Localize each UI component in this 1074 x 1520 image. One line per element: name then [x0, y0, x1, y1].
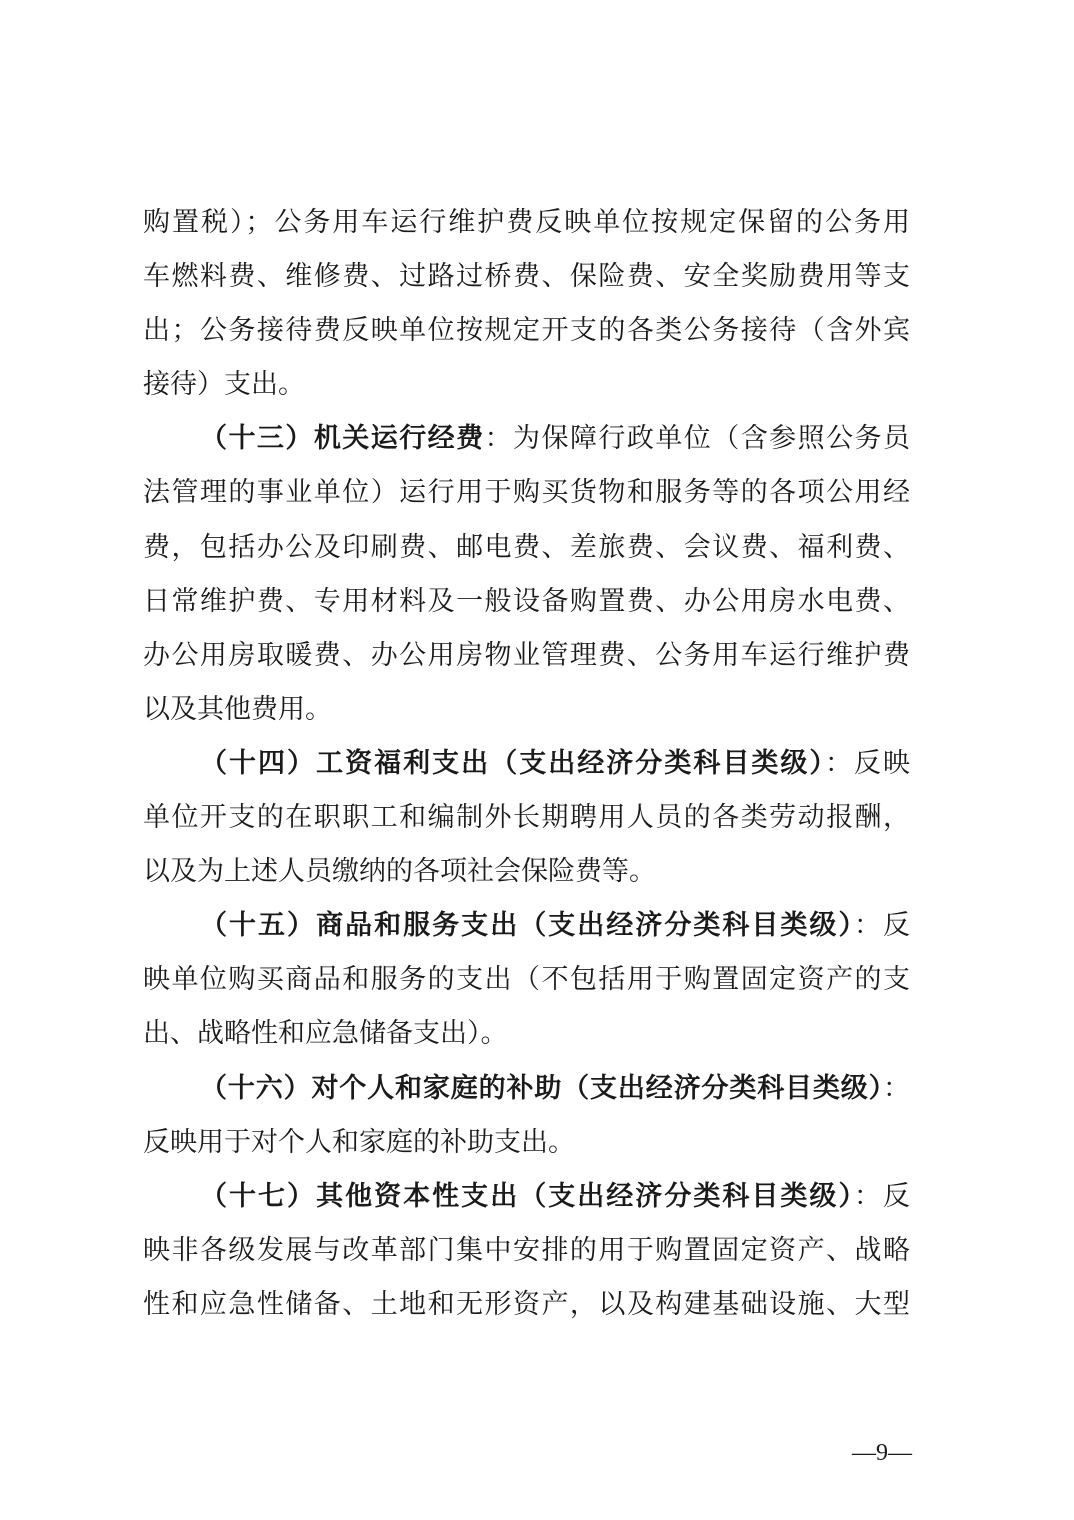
text-line: [143, 1014, 910, 1068]
line-text: ：反映: [824, 747, 911, 779]
paragraph: [143, 1069, 910, 1177]
line-text: ：反: [853, 1180, 911, 1212]
section-heading: （十六）对个人和家庭的补助（支出经济分类科目类级）: [200, 1072, 883, 1104]
text-line: [143, 582, 910, 636]
text-line: [143, 1069, 910, 1123]
text-line: [143, 419, 910, 473]
text-line: [143, 1231, 910, 1285]
text-line: [143, 203, 910, 257]
paragraph: [143, 906, 910, 1068]
text-line: [143, 528, 910, 582]
line-text: 以及为上述人员缴纳的各项社会保险费等。: [143, 856, 656, 888]
text-line: [143, 473, 910, 527]
line-text: 购置税）；公务用车运行维护费反映单位按规定保留的公务用: [143, 207, 910, 238]
line-text: 接待）支出。: [143, 369, 305, 401]
line-text: 车燃料费、维修费、过路过桥费、保险费、安全奖励费用等支: [143, 261, 910, 293]
line-text: 以及其他费用。: [143, 693, 332, 725]
section-heading: （十七）其他资本性支出（支出经济分类科目类级）: [200, 1180, 854, 1212]
line-text: ：为保障行政单位（含参照公务员: [484, 423, 911, 455]
text-line: [143, 798, 910, 852]
line-text: 法管理的事业单位）运行用于购买货物和服务等的各项公用经: [143, 477, 910, 509]
text-line: [143, 1285, 910, 1339]
text-line: [143, 636, 910, 690]
line-text: 映非各级发展与改革部门集中安排的用于购置固定资产、战略: [143, 1234, 910, 1266]
text-line: [143, 365, 910, 419]
line-text: 反映用于对个人和家庭的补助支出。: [143, 1126, 575, 1158]
paragraph: [143, 419, 910, 744]
line-text: 映单位购买商品和服务的支出（不包括用于购置固定资产的支: [143, 964, 910, 996]
line-text: 日常维护费、专用材料及一般设备购置费、办公用房水电费、: [143, 585, 910, 617]
text-line: [143, 1123, 910, 1177]
line-text: 出；公务接待费反映单位按规定开支的各类公务接待（含外宾: [143, 315, 910, 347]
text-line: [143, 311, 910, 365]
line-text: 单位开支的在职职工和编制外长期聘用人员的各类劳动报酬，: [143, 802, 910, 834]
line-text: 性和应急性储备、土地和无形资产，以及构建基础设施、大型: [143, 1288, 910, 1320]
text-line: [143, 1177, 910, 1231]
section-heading: （十五）商品和服务支出（支出经济分类科目类级）: [200, 910, 854, 942]
text-line: [143, 906, 910, 960]
paragraph: [143, 744, 910, 906]
section-heading: （十三）机关运行经费: [200, 423, 485, 455]
text-line: [143, 960, 910, 1014]
paragraph: [143, 203, 910, 419]
line-text: 费，包括办公及印刷费、邮电费、差旅费、会议费、福利费、: [143, 531, 910, 563]
document-body: [143, 203, 910, 1339]
text-line: [143, 257, 910, 311]
page-number: —9—: [852, 1440, 912, 1466]
line-text: ：反: [853, 910, 911, 942]
line-text: 出、战略性和应急储备支出）。: [143, 1018, 508, 1050]
text-line: [143, 852, 910, 906]
line-text: 办公用房取暖费、办公用房物业管理费、公务用车运行维护费: [143, 639, 910, 671]
paragraph: [143, 1177, 910, 1339]
text-line: [143, 690, 910, 744]
line-text: ：: [883, 1072, 910, 1104]
section-heading: （十四）工资福利支出（支出经济分类科目类级）: [200, 747, 825, 779]
text-line: [143, 744, 910, 798]
